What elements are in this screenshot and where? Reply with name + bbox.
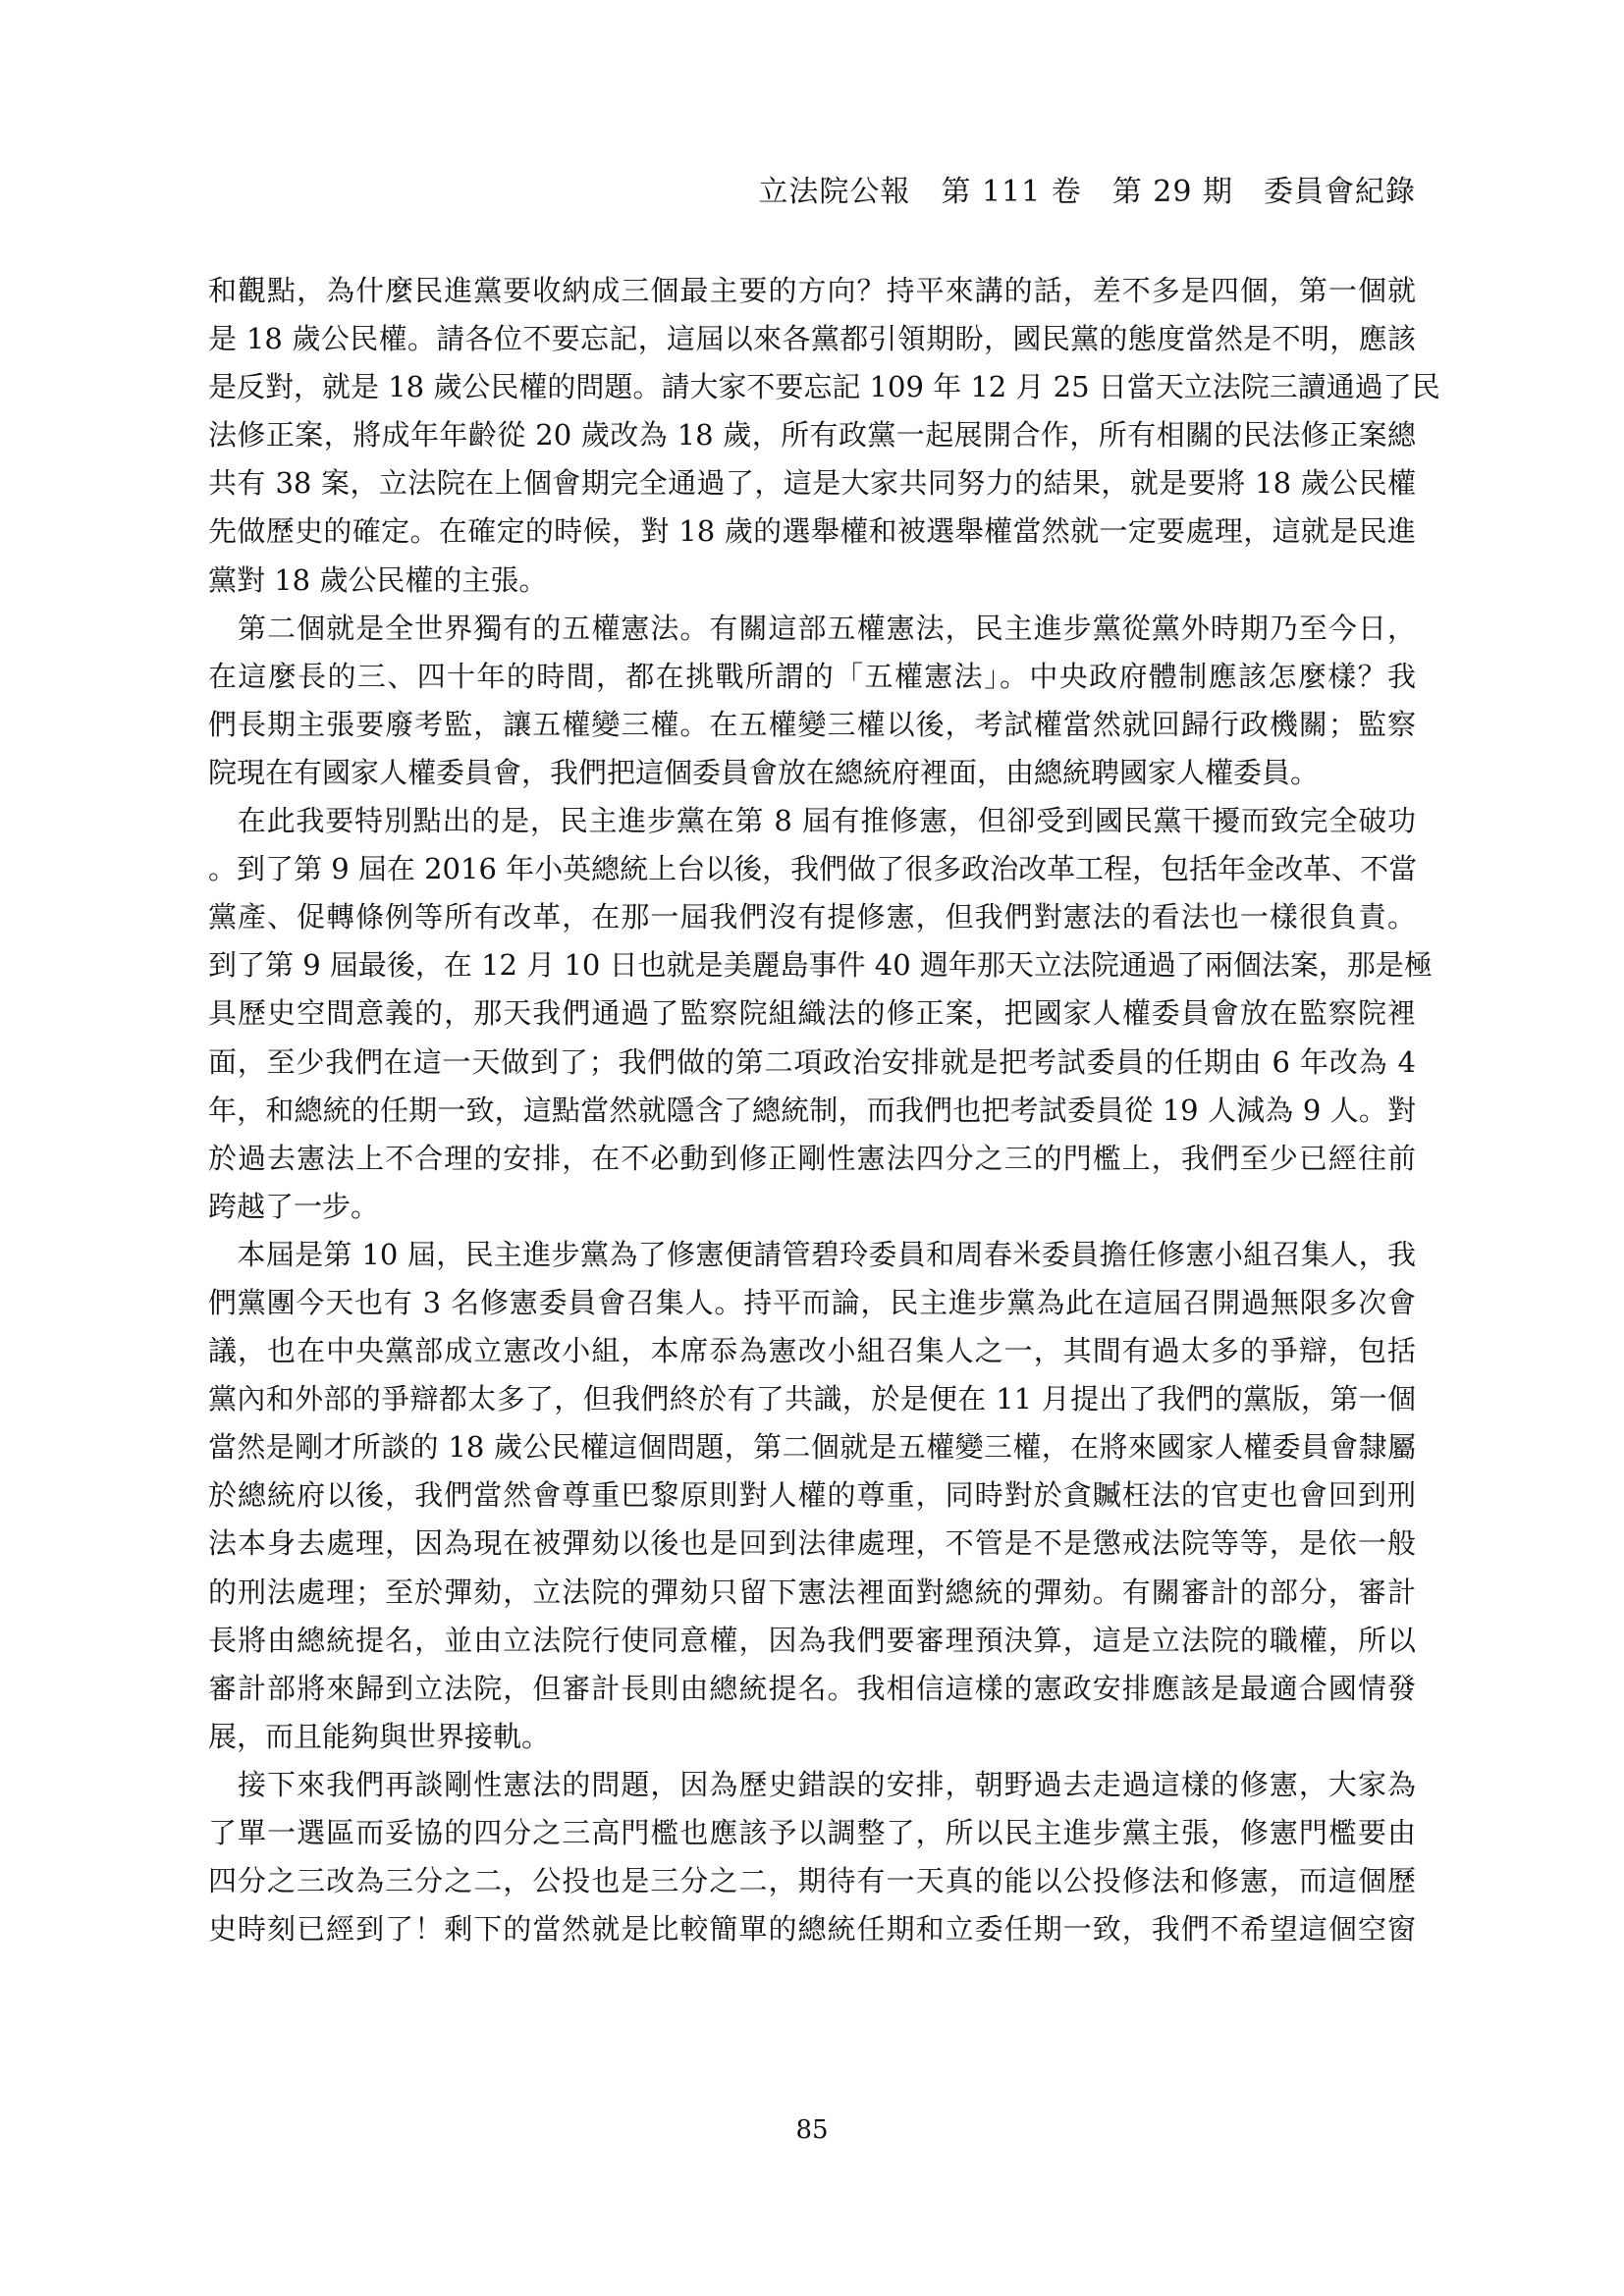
paragraph bbox=[208, 797, 1433, 1231]
paragraph bbox=[208, 267, 1440, 605]
paragraph bbox=[208, 1761, 1416, 1953]
text-line: 了單一選區而妥協的四分之三高門檻也應該予以調整了，所以民主進步黨主張，修憲門檻要由 bbox=[208, 1816, 1416, 1849]
text-line: 於過去憲法上不合理的安排，在不必動到修正剛性憲法四分之三的門檻上，我們至少已經往前 bbox=[208, 1141, 1416, 1175]
text-line: 的刑法處理；至於彈劾，立法院的彈劾只留下憲法裡面對總統的彈劾。有關審計的部分，審計 bbox=[208, 1575, 1416, 1609]
text-line: 。到了第 9 屆在 2016 年小英總統上台以後，我們做了很多政治改革工程，包括年金改革、不當 bbox=[208, 852, 1418, 886]
text-line: 年，和總統的任期一致，這點當然就隱含了總統制，而我們也把考試委員從 19 人減為 9 人。對 bbox=[208, 1093, 1416, 1127]
text-line: 先做歷史的確定。在確定的時候，對 18 歲的選舉權和被選舉權當然就一定要處理，這就是民進 bbox=[208, 514, 1416, 549]
text-line: 當然是剛才所談的 18 歲公民權這個問題，第二個就是五權變三權，在將來國家人權委員會隸屬 bbox=[208, 1430, 1416, 1465]
text-line: 共有 38 案，立法院在上個會期完全通過了，這是大家共同努力的結果，就是要將 18 歲公民權 bbox=[208, 466, 1416, 501]
page-number: 85 bbox=[795, 2115, 829, 2145]
text-line: 具歷史空間意義的，那天我們通過了監察院組織法的修正案，把國家人權委員會放在監察院裡 bbox=[208, 996, 1416, 1031]
text-line: 展，而且能夠與世界接軌。 bbox=[208, 1719, 551, 1753]
text-line: 接下來我們再談剛性憲法的問題，因為歷史錯誤的安排，朝野過去走過這樣的修憲，大家為 bbox=[208, 1767, 1416, 1801]
text-line: 院現在有國家人權委員會，我們把這個委員會放在總統府裡面，由總統聘國家人權委員。 bbox=[208, 755, 1320, 789]
text-line: 在此我要特別點出的是，民主進步黨在第 8 屆有推修憲，但卻受到國民黨干擾而致完全破功 bbox=[208, 804, 1416, 838]
text-line: 第二個就是全世界獨有的五權憲法。有關這部五權憲法，民主進步黨從黨外時期乃至今日， bbox=[208, 611, 1416, 645]
main-text bbox=[208, 267, 1440, 1953]
text-line: 黨對 18 歲公民權的主張。 bbox=[208, 562, 548, 597]
text-line: 們長期主張要廢考監，讓五權變三權。在五權變三權以後，考試權當然就回歸行政機關；監察 bbox=[208, 707, 1416, 741]
paragraph bbox=[208, 605, 1416, 797]
text-line: 跨越了一步。 bbox=[208, 1189, 380, 1223]
text-line: 們黨團今天也有 3 名修憲委員會召集人。持平而論，民主進步黨為此在這屆召開過無限多次會 bbox=[208, 1285, 1416, 1319]
text-line: 是反對，就是 18 歲公民權的問題。請大家不要忘記 109 年 12 月 25 日當天立法院三讀通過了民 bbox=[208, 370, 1440, 404]
text-line: 黨內和外部的爭辯都太多了，但我們終於有了共識，於是便在 11 月提出了我們的黨版，第一個 bbox=[208, 1382, 1416, 1416]
page-header: 立法院公報 第 111 卷 第 29 期 委員會紀錄 bbox=[758, 175, 1416, 209]
text-line: 面，至少我們在這一天做到了；我們做的第二項政治安排就是把考試委員的任期由 6 年改為 4 bbox=[208, 1044, 1416, 1079]
text-line: 和觀點，為什麼民進黨要收納成三個最主要的方向？持平來講的話，差不多是四個，第一個就 bbox=[208, 274, 1416, 307]
text-line: 本屆是第 10 屆，民主進步黨為了修憲便請管碧玲委員和周春米委員擔任修憲小組召集人，我 bbox=[208, 1237, 1416, 1271]
text-line: 黨產、促轉條例等所有改革，在那一屆我們沒有提修憲，但我們對憲法的看法也一樣很負責。 bbox=[208, 900, 1416, 934]
text-line: 四分之三改為三分之二，公投也是三分之二，期待有一天真的能以公投修法和修憲，而這個歷 bbox=[208, 1864, 1416, 1898]
text-line: 史時刻已經到了！剩下的當然就是比較簡單的總統任期和立委任期一致，我們不希望這個空窗 bbox=[208, 1912, 1416, 1947]
text-line: 法本身去處理，因為現在被彈劾以後也是回到法律處理，不管是不是懲戒法院等等，是依一般 bbox=[208, 1526, 1416, 1561]
text-line: 法修正案，將成年年齡從 20 歲改為 18 歲，所有政黨一起展開合作，所有相關的民法修正案總 bbox=[208, 418, 1416, 453]
text-line: 是 18 歲公民權。請各位不要忘記，這屆以來各黨都引領期盼，國民黨的態度當然是不明，應該 bbox=[208, 322, 1416, 356]
text-line: 審計部將來歸到立法院，但審計長則由總統提名。我相信這樣的憲政安排應該是最適合國情發 bbox=[208, 1671, 1416, 1705]
text-line: 議，也在中央黨部成立憲改小組，本席忝為憲改小組召集人之一，其間有過太多的爭辯，包括 bbox=[208, 1334, 1416, 1368]
text-line: 於總統府以後，我們當然會尊重巴黎原則對人權的尊重，同時對於貪贓枉法的官吏也會回到刑 bbox=[208, 1478, 1416, 1513]
text-line: 到了第 9 屆最後，在 12 月 10 日也就是美麗島事件 40 週年那天立法院通過了兩個法案，那是極 bbox=[208, 948, 1433, 983]
text-line: 長將由總統提名，並由立法院行使同意權，因為我們要審理預決算，這是立法院的職權，所以 bbox=[208, 1623, 1416, 1657]
paragraph bbox=[208, 1231, 1416, 1761]
text-line: 在這麼長的三、四十年的時間，都在挑戰所謂的「五權憲法」。中央政府體制應該怎麼樣？我 bbox=[208, 659, 1416, 693]
